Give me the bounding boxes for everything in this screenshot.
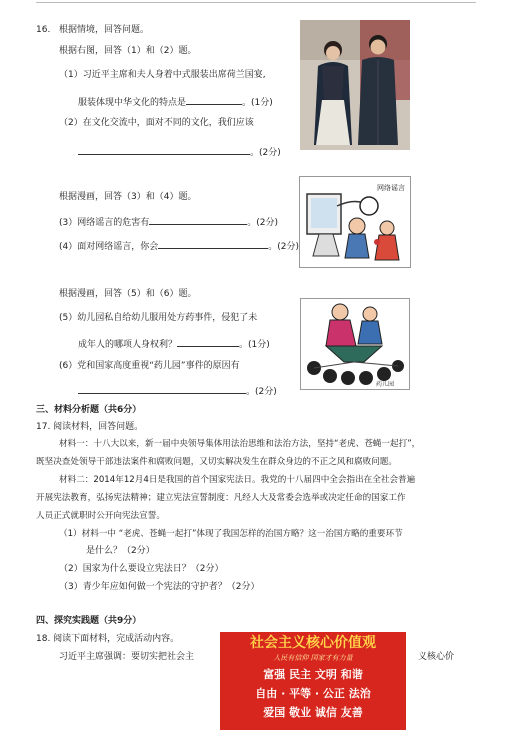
answer-blank-q3[interactable] — [149, 215, 247, 225]
q16-part1-intro: 根据右图，回答（1）和（2）题。 — [59, 46, 197, 56]
poster-row-2: 自由 · 平等 · 公正 法治 — [255, 687, 371, 700]
answer-blank-q2[interactable] — [78, 145, 250, 155]
q17-m1-line1: 材料一：十八大以来，新一届中央领导集体用法治思维和法治方法，坚持“老虎、苍蝇一起打”， — [59, 439, 421, 449]
q16-q3: (3）网络谣言的危害有 。(2分) — [59, 215, 278, 229]
cartoon-network-rumors — [299, 176, 411, 268]
section4-heading: 四、探究实践题（共9分） — [36, 616, 142, 626]
q16-q6-line1: (6）党和国家高度重视“药儿园”事件的原因有 — [59, 361, 240, 371]
q17-m1-line2: 既坚决查处领导干部违法案件和腐败问题，又切实解决发生在群众身边的不正之风和腐败问题。 — [36, 457, 397, 467]
q16-number: 16. — [36, 25, 51, 35]
q16-q1-line1: （1）习近平主席和夫人身着中式服装出席荷兰国宴, — [59, 70, 266, 80]
answer-blank-q1[interactable] — [186, 95, 242, 105]
q16-q5-line1: (5）幼儿园私自给幼儿服用处方药事件，侵犯了未 — [59, 313, 258, 323]
q17-sub1-line2: 是什么？（2分） — [86, 546, 155, 556]
q16-q6-line2: 。(2分) — [78, 384, 277, 398]
poster-subtitle: 人民有信仰 国家才有力量 — [273, 654, 353, 662]
q16-part3-intro: 根据漫画，回答（5）和（6）题。 — [59, 289, 197, 299]
poster-core-values — [220, 632, 406, 730]
q17-m2-line2: 开展宪法教育，弘扬宪法精神；建立宪法宣誓制度：凡经人大及常委会选举或决定任命的国家工作 — [36, 493, 406, 503]
q17-sub2: （2）国家为什么要设立宪法日？（2分） — [59, 564, 224, 574]
cartoon-label: 药儿园 — [376, 381, 395, 388]
page-top-rule — [36, 2, 476, 3]
q16-q5-line2: 成年人的哪项人身权利？ 。(1分) — [78, 337, 270, 351]
answer-blank-q4[interactable] — [158, 239, 268, 249]
q17-title: 17. 阅读材料，回答问题。 — [36, 422, 144, 432]
cartoon-medicine-kindergarten — [300, 298, 410, 390]
q17-m2-line3: 人员正式就职时公开向宪法宣誓。 — [36, 511, 165, 521]
q16-q1-line2: 服装体现中华文化的特点是 。(1分) — [78, 95, 273, 109]
q16-title: 根据情境，回答问题。 — [59, 25, 150, 35]
answer-blank-q5[interactable] — [177, 337, 239, 347]
q18-title: 18. 阅读下面材料，完成活动内容。 — [36, 634, 180, 644]
q16-q2-line2: 。(2分) — [78, 145, 281, 159]
q18-line-right: 义核心价 — [418, 652, 455, 662]
answer-blank-q6[interactable] — [78, 384, 246, 394]
q17-sub3: （3）青少年应如何做一个宪法的守护者？（2分） — [59, 582, 260, 592]
q16-q2-line1: （2）在文化交流中，面对不同的文化，我们应该 — [59, 118, 254, 128]
q17-m2-line1: 材料二：2014年12月4日是我国的首个国家宪法日。我党的十八届四中全会指出在全社会普遍 — [59, 475, 416, 485]
cartoon-caption: 网络谣言 — [377, 184, 405, 192]
q16-q4: (4）面对网络谣言，你会 。(2分) — [59, 239, 299, 253]
section3-heading: 三、材料分析题（共6分） — [36, 405, 142, 415]
poster-title: 社会主义核心价值观 — [250, 635, 376, 651]
poster-row-3: 爱国 敬业 诚信 友善 — [263, 706, 363, 719]
photo-leaders-chinese-dress — [300, 20, 410, 150]
q18-line-left: 习近平主席强调：要切实把社会主 — [59, 652, 195, 662]
q17-sub1-line1: （1）材料一中 “老虎、苍蝇一起打”体现了我国怎样的治国方略？这一治国方略的重要环节 — [59, 529, 403, 539]
poster-row-1: 富强 民主 文明 和谐 — [263, 668, 363, 681]
q16-part2-intro: 根据漫画，回答（3）和（4）题。 — [59, 192, 197, 202]
